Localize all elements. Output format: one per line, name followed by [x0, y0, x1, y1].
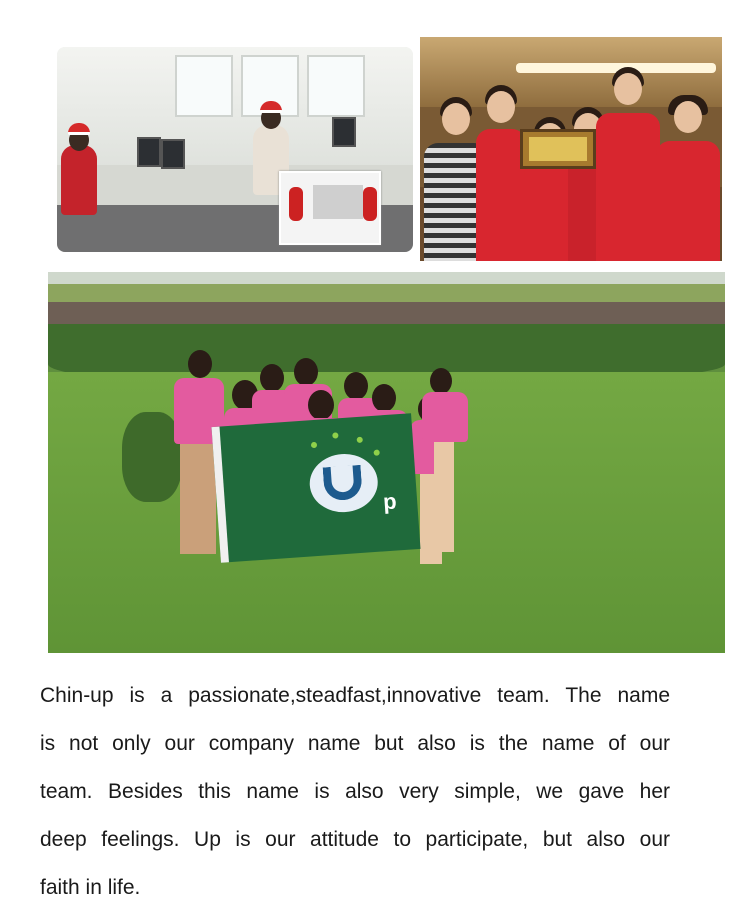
bush — [122, 412, 182, 502]
team-plaque-photo — [420, 37, 722, 261]
santa-hat-icon — [68, 123, 90, 135]
monitor — [137, 137, 161, 167]
monitor — [161, 139, 185, 169]
office-photo — [57, 47, 413, 252]
team-member — [476, 129, 526, 261]
santa-hat-icon — [260, 101, 282, 113]
caption-line: deep feelings. Up is our attitude to participate, but also our — [40, 828, 670, 851]
office-sign — [313, 185, 363, 219]
office-window — [307, 55, 365, 117]
caption-line: faith in life. — [40, 876, 141, 899]
inset-photo-card — [279, 171, 381, 245]
monitor — [332, 117, 356, 147]
chin-up-logo-icon — [308, 452, 380, 515]
team-member — [596, 113, 660, 261]
office-window — [175, 55, 233, 117]
office-worker — [61, 145, 97, 215]
caption-line: Chin-up is a passionate,steadfast,innovative team. The name — [40, 684, 670, 707]
team-member — [656, 141, 720, 261]
santa-figure-icon — [289, 187, 303, 221]
santa-figure-icon — [363, 187, 377, 221]
outdoor-team-photo — [48, 272, 725, 653]
award-plaque — [520, 129, 596, 169]
team-description — [40, 672, 670, 912]
flag-logo-letter: p — [382, 488, 398, 515]
caption-line: team. Besides this name is also very simple, we gave her — [40, 780, 670, 803]
team-flag — [212, 413, 421, 563]
caption-line: is not only our company name but also is the name of our — [40, 732, 670, 755]
